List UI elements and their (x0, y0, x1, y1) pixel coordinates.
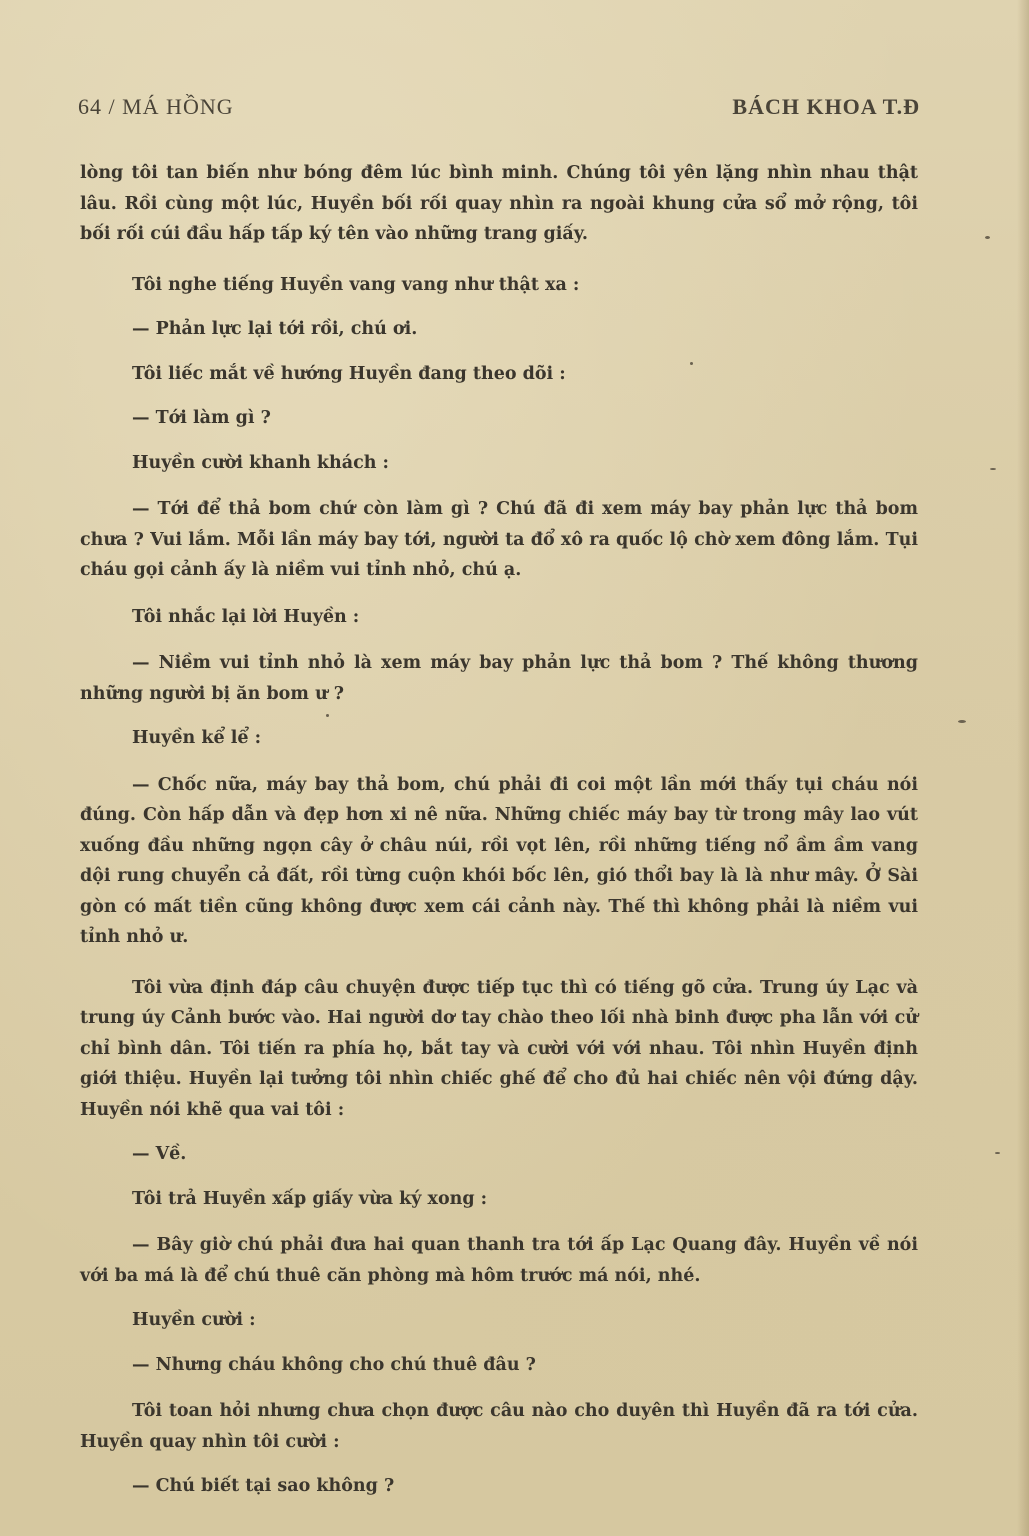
header-page-number-and-title: 64 / MÁ HỒNG (78, 94, 234, 119)
page-edge-shadow (1017, 0, 1029, 1536)
paragraph: Tôi trả Huyền xấp giấy vừa ký xong : (132, 1188, 488, 1209)
running-header (78, 94, 920, 124)
dialogue-line: — Chú biết tại sao không ? (132, 1476, 395, 1496)
paragraph: Tôi vừa định đáp câu chuyện được tiếp tục thì có tiếng gõ cửa. Trung úy Lạc và trung úy Cảnh bước vào. Hai người dơ tay chào theo lối nhà binh được pha lẫn với cử chỉ bình dân. Tôi tiến ra phía họ, bắt tay và cười với với nhau. Tôi nhìn Huyền định giới thiệu. Huyền lại tưởng tôi nhìn chiếc ghế để cho đủ hai chiếc nên vội đứng dậy. Huyền nói khẽ qua vai tôi : (80, 977, 918, 1120)
paragraph: lòng tôi tan biến như bóng đêm lúc bình minh. Chúng tôi yên lặng nhìn nhau thật lâu. Rồi cùng một lúc, Huyền bối rối quay nhìn ra ngoài khung cửa sổ mở rộng, tôi bối rối cúi đầu hấp tấp ký tên vào những trang giấy. (80, 163, 918, 244)
header-publication-name: BÁCH KHOA T.Đ (732, 94, 920, 119)
paper-speck (990, 468, 996, 470)
paragraph: Huyền cười : (132, 1310, 256, 1330)
dialogue-line: — Tới để thả bom chứ còn làm gì ? Chú đã đi xem máy bay phản lực thả bom chưa ? Vui lắm. Mỗi lần máy bay tới, người ta đổ xô ra quốc lộ chờ xem đông lắm. Tụi cháu gọi cảnh ấy là niềm vui tỉnh nhỏ, chú ạ. (80, 499, 918, 580)
paper-speck (326, 714, 329, 717)
paragraph: Huyền kể lể : (132, 728, 262, 748)
body-text (80, 158, 918, 1502)
dialogue-line: — Về. (132, 1144, 187, 1164)
paragraph: Tôi nghe tiếng Huyền vang vang như thật xa : (132, 274, 580, 295)
dialogue-line: — Nhưng cháu không cho chú thuê đâu ? (132, 1354, 536, 1375)
paragraph: Tôi nhắc lại lời Huyền : (132, 606, 360, 627)
dialogue-line: — Chốc nữa, máy bay thả bom, chú phải đi coi một lần mới thấy tụi cháu nói đúng. Còn hấp dẫn và đẹp hơn xi nê nữa. Những chiếc máy bay từ trong mây lao vút xuống đầu những ngọn cây ở châu núi, rồi vọt lên, rồi những tiếng nổ ầm ầm vang dội rung chuyển cả đất, rồi từng cuộn khói bốc lên, gió thổi bay là là như mây. Ở Sài gòn có mất tiền cũng không được xem cái cảnh này. Thế thì không phải là niềm vui tỉnh nhỏ ư. (80, 774, 918, 947)
paper-speck (995, 1152, 1000, 1154)
paper-speck (690, 362, 693, 365)
dialogue-line: — Niềm vui tỉnh nhỏ là xem máy bay phản lực thả bom ? Thế không thương những người bị ăn bom ư ? (80, 653, 918, 704)
dialogue-line: — Tới làm gì ? (132, 408, 271, 428)
dialogue-line: — Phản lực lại tới rồi, chú ơi. (132, 319, 418, 339)
paper-speck (985, 236, 990, 239)
dialogue-line: — Bây giờ chú phải đưa hai quan thanh tra tới ấp Lạc Quang đây. Huyền về nói với ba má là để chú thuê căn phòng mà hôm trước má nói, nhé. (80, 1235, 918, 1286)
paper-speck (958, 720, 966, 723)
paragraph: Tôi liếc mắt về hướng Huyền đang theo dõi : (132, 363, 566, 384)
paragraph: Tôi toan hỏi nhưng chưa chọn được câu nào cho duyên thì Huyền đã ra tới cửa. Huyền quay nhìn tôi cười : (80, 1401, 918, 1452)
paragraph: Huyền cười khanh khách : (132, 452, 390, 473)
